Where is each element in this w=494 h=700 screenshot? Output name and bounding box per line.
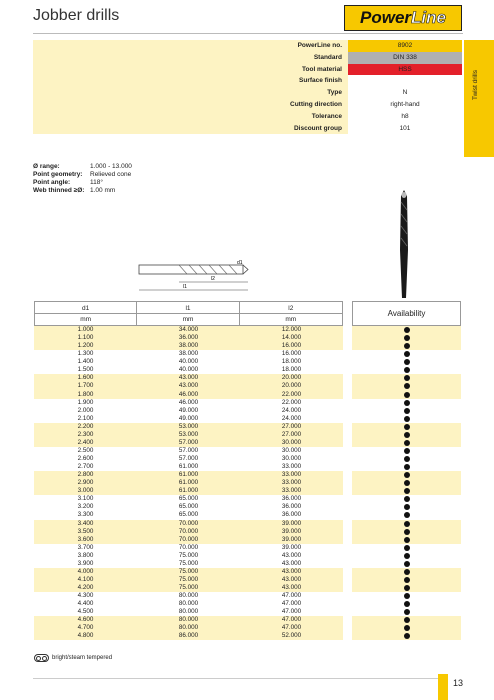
spec-value: DIN 338 [348,52,462,64]
table-cell: 22.000 [281,398,302,406]
table-cell: 1.000 [77,326,94,333]
spec-label: Discount group [33,123,348,135]
availability-cell [352,576,461,584]
availability-cell [352,455,461,463]
spec-row [33,99,462,111]
table-cell: 33.000 [281,487,302,495]
table-row [34,552,343,560]
table-row [34,423,343,431]
param-label: Ø range: [33,163,60,170]
unit-d1: mm [35,314,137,325]
table-cell: 47.000 [281,592,302,600]
table-cell: 86.000 [178,632,199,640]
table-cell: 30.000 [281,455,302,462]
table-cell: 36.000 [281,503,302,511]
table-cell: 1.400 [77,358,94,366]
table-cell: 1.700 [77,382,94,390]
spec-row [33,52,462,64]
spec-value: h8 [401,112,409,120]
available-dot-icon [404,448,410,454]
availability-cell [352,399,461,407]
param-label: Point angle: [33,179,71,186]
table-row [34,511,343,519]
table-cell: 20.000 [281,382,302,390]
availability-cell [352,624,461,632]
table-row [34,616,343,624]
table-cell: 61.000 [178,479,199,487]
table-row [34,544,343,552]
availability-cell [352,528,461,536]
page-number: 13 [453,678,464,688]
header-l1: l1 [137,302,239,313]
table-cell: 24.000 [281,406,302,414]
table-row [34,520,343,528]
availability-cell [352,495,461,503]
availability-cell [352,592,461,600]
table-cell: 75.000 [178,575,199,583]
availability-cell [352,350,461,358]
legend-text: bright/steam tempered [52,655,113,661]
table-cell: 4.200 [77,584,94,591]
table-cell: 53.000 [178,430,199,438]
table-cell: 36.000 [281,495,302,503]
table-row [34,439,343,447]
table-cell: 1.900 [77,398,94,406]
spec-row [33,75,462,87]
table-cell: 33.000 [281,479,302,487]
table-cell: 2.900 [77,479,94,487]
table-cell: 4.600 [77,616,94,624]
available-dot-icon [404,504,410,510]
table-cell: 4.300 [77,592,94,600]
availability-cell [352,560,461,568]
table-cell: 27.000 [281,430,302,438]
table-cell: 43.000 [281,551,302,559]
table-cell: 80.000 [178,616,199,624]
header-l2: l2 [288,305,294,312]
table-cell: 43.000 [281,559,302,567]
table-cell: 36.000 [178,334,199,342]
table-cell: 12.000 [281,326,302,333]
table-cell: 75.000 [178,567,199,575]
table-cell: 16.000 [281,342,302,350]
param-value: 118° [90,179,103,186]
svg-text:l1: l1 [183,284,187,290]
available-dot-icon [404,351,410,357]
table-cell: 33.000 [281,471,302,479]
spec-row [33,64,462,76]
availability-cell [352,342,461,350]
table-cell: 43.000 [178,374,199,382]
table-row [34,447,343,455]
table-cell: 46.000 [178,398,199,406]
table-cell: 4.100 [77,575,94,583]
table-row [34,471,343,479]
availability-cell [352,632,461,640]
spec-label: Type [33,87,348,99]
available-dot-icon [404,472,410,478]
table-cell: 3.700 [77,543,94,551]
table-cell: 2.700 [77,463,94,471]
table-row [34,584,343,592]
table-cell: 49.000 [178,406,199,414]
availability-cell [352,366,461,374]
available-dot-icon [404,488,410,494]
available-dot-icon [404,392,410,398]
table-row [34,366,343,374]
table-cell: 27.000 [281,422,302,430]
available-dot-icon [404,577,410,583]
spec-row [33,40,462,52]
table-cell: 70.000 [178,519,199,527]
header-d1: d1 [35,302,137,313]
availability-cell [352,423,461,431]
footer-tab [438,674,448,700]
table-cell: 2.600 [77,455,94,462]
available-dot-icon [404,512,410,518]
table-cell: 3.400 [77,519,94,527]
availability-cell [352,600,461,608]
available-dot-icon [404,440,410,446]
table-cell: 1.600 [77,374,94,382]
table-row [34,463,343,471]
powerline-logo: Power Line [344,5,462,31]
table-row [34,568,343,576]
available-dot-icon [404,432,410,438]
table-cell: 1.300 [77,350,94,358]
table-cell: 3.100 [77,495,94,503]
available-dot-icon [404,569,410,575]
drill-schematic-icon [131,255,251,295]
table-cell: 39.000 [281,535,302,543]
table-cell: 1.500 [77,366,94,374]
table-row [34,592,343,600]
table-cell: 24.000 [281,414,302,422]
available-dot-icon [404,424,410,430]
spec-label: Surface finish [33,75,348,87]
table-cell: 40.000 [178,358,199,366]
param-label: Web thinned ≥Ø: [33,187,85,194]
table-cell: 43.000 [178,382,199,390]
table-units-row [34,314,343,326]
available-dot-icon [404,480,410,486]
param-row [33,171,132,179]
spec-row [33,111,462,123]
table-cell: 65.000 [178,511,199,519]
availability-cell [352,479,461,487]
availability-cell [352,616,461,624]
param-value: 1.00 mm [90,187,116,194]
table-cell: 75.000 [178,559,199,567]
table-cell: 3.200 [77,503,94,511]
table-cell: 75.000 [178,551,199,559]
availability-column [352,326,461,640]
table-row [34,382,343,390]
availability-cell [352,471,461,479]
available-dot-icon [404,617,410,623]
drill-photo-icon [397,190,411,300]
availability-cell [352,334,461,342]
table-cell: 40.000 [178,366,199,374]
availability-cell [352,326,461,334]
available-dot-icon [404,383,410,389]
table-row [34,407,343,415]
table-row [34,350,343,358]
table-cell: 75.000 [178,584,199,591]
table-cell: 70.000 [178,527,199,535]
availability-cell [352,511,461,519]
table-row [34,374,343,382]
available-dot-icon [404,335,410,341]
table-cell: 18.000 [281,366,302,374]
table-cell: 39.000 [281,543,302,551]
table-row [34,479,343,487]
availability-header: Availability [352,301,461,326]
table-cell: 47.000 [281,624,302,632]
table-cell: 2.800 [77,471,94,479]
table-row [34,495,343,503]
surface-finish-icon [34,654,49,662]
spec-table [33,40,462,134]
table-header-row [34,301,343,314]
available-dot-icon [404,456,410,462]
available-dot-icon [404,625,410,631]
table-row [34,326,343,334]
spec-label: Standard [33,52,348,64]
svg-text:d1: d1 [237,260,243,266]
available-dot-icon [404,585,410,591]
spec-value: HSS [348,64,462,76]
table-cell: 30.000 [281,446,302,454]
availability-cell [352,447,461,455]
table-cell: 4.400 [77,600,94,608]
available-dot-icon [404,367,410,373]
table-cell: 80.000 [178,608,199,616]
available-dot-icon [404,593,410,599]
available-dot-icon [404,375,410,381]
available-dot-icon [404,400,410,406]
available-dot-icon [404,561,410,567]
available-dot-icon [404,601,410,607]
table-row [34,415,343,423]
table-cell: 3.900 [77,559,94,567]
table-cell: 2.500 [77,446,94,454]
availability-cell [352,358,461,366]
availability-cell [352,568,461,576]
table-cell: 43.000 [281,584,302,591]
table-row [34,576,343,584]
available-dot-icon [404,633,410,639]
spec-row [33,123,462,135]
table-row [34,455,343,463]
availability-cell [352,503,461,511]
table-cell: 65.000 [178,503,199,511]
spec-row [33,87,462,99]
legend [34,654,112,662]
table-row [34,600,343,608]
table-cell: 53.000 [178,422,199,430]
page-title: Jobber drills [33,7,120,24]
table-cell: 16.000 [281,350,302,358]
table-cell: 47.000 [281,608,302,616]
table-cell: 30.000 [281,438,302,446]
table-cell: 38.000 [178,350,199,358]
table-cell: 57.000 [178,446,199,454]
spec-label: Tolerance [33,111,348,123]
availability-cell [352,608,461,616]
available-dot-icon [404,553,410,559]
table-cell: 46.000 [178,390,199,398]
header-divider [33,33,463,34]
table-cell: 49.000 [178,414,199,422]
availability-cell [352,431,461,439]
table-cell: 22.000 [281,390,302,398]
spec-label: Tool material [33,64,348,76]
table-row [34,536,343,544]
availability-cell [352,415,461,423]
param-row [33,187,132,195]
availability-cell [352,407,461,415]
available-dot-icon [404,545,410,551]
table-cell: 2.100 [77,414,94,422]
table-cell: 14.000 [281,334,302,342]
table-cell: 47.000 [281,616,302,624]
availability-cell [352,391,461,399]
param-label: Point geometry: [33,171,83,178]
table-cell: 2.200 [77,422,94,430]
table-cell: 57.000 [178,438,199,446]
table-cell: 43.000 [281,575,302,583]
availability-cell [352,552,461,560]
table-cell: 4.700 [77,624,94,632]
unit-l2: mm [285,316,297,323]
table-row [34,624,343,632]
table-row [34,608,343,616]
table-cell: 61.000 [178,487,199,495]
spec-value: N [402,89,408,97]
table-cell: 1.100 [77,334,94,342]
available-dot-icon [404,496,410,502]
available-dot-icon [404,408,410,414]
table-cell: 61.000 [178,471,199,479]
table-cell: 3.600 [77,535,94,543]
available-dot-icon [404,327,410,333]
table-cell: 33.000 [281,463,302,471]
spec-label: PowerLine no. [33,40,348,52]
table-cell: 38.000 [178,342,199,350]
table-cell: 70.000 [178,535,199,543]
table-cell: 39.000 [281,519,302,527]
table-row [34,391,343,399]
unit-l1: mm [137,314,239,325]
parameters-block [33,163,132,195]
table-cell: 43.000 [281,567,302,575]
table-row [34,342,343,350]
param-row [33,163,132,171]
available-dot-icon [404,529,410,535]
table-row [34,431,343,439]
table-cell: 36.000 [281,511,302,519]
available-dot-icon [404,359,410,365]
availability-cell [352,536,461,544]
table-cell: 20.000 [281,374,302,382]
svg-text:l2: l2 [211,276,215,282]
availability-cell [352,584,461,592]
available-dot-icon [404,537,410,543]
available-dot-icon [404,464,410,470]
table-row [34,632,343,640]
table-cell: 70.000 [178,543,199,551]
availability-cell [352,520,461,528]
table-cell: 3.300 [77,511,94,519]
table-cell: 80.000 [178,624,199,632]
table-cell: 4.800 [77,632,94,640]
table-cell: 57.000 [178,455,199,462]
availability-cell [352,463,461,471]
table-cell: 80.000 [178,600,199,608]
table-cell: 2.400 [77,438,94,446]
available-dot-icon [404,521,410,527]
table-cell: 80.000 [178,592,199,600]
table-cell: 34.000 [178,326,199,333]
table-cell: 52.000 [281,632,302,640]
table-cell: 4.500 [77,608,94,616]
param-value: 1.000 - 13.000 [90,163,132,170]
spec-value: 101 [399,124,411,132]
table-cell: 4.000 [77,567,94,575]
availability-cell [352,487,461,495]
table-cell: 1.800 [77,390,94,398]
table-cell: 61.000 [178,463,199,471]
available-dot-icon [404,343,410,349]
available-dot-icon [404,416,410,422]
dimension-table [34,301,343,640]
table-cell: 47.000 [281,600,302,608]
param-value: Relieved cone [90,171,132,178]
spec-value [348,75,462,87]
param-row [33,179,132,187]
table-row [34,334,343,342]
availability-cell [352,544,461,552]
table-cell: 18.000 [281,358,302,366]
spec-value: 8902 [348,40,462,52]
table-cell: 39.000 [281,527,302,535]
availability-cell [352,374,461,382]
availability-cell [352,382,461,390]
table-row [34,503,343,511]
table-cell: 2.000 [77,406,94,414]
side-tab: Twist drills [464,40,494,157]
table-row [34,560,343,568]
table-row [34,399,343,407]
availability-cell [352,439,461,447]
table-cell: 2.300 [77,430,94,438]
table-cell: 3.800 [77,551,94,559]
footer [0,668,494,700]
spec-value: right-hand [390,100,420,108]
table-cell: 3.000 [77,487,94,495]
available-dot-icon [404,609,410,615]
table-row [34,358,343,366]
table-cell: 65.000 [178,495,199,503]
spec-label: Cutting direction [33,99,348,111]
table-row [34,487,343,495]
table-cell: 1.200 [77,342,94,350]
table-row [34,528,343,536]
table-cell: 3.500 [77,527,94,535]
